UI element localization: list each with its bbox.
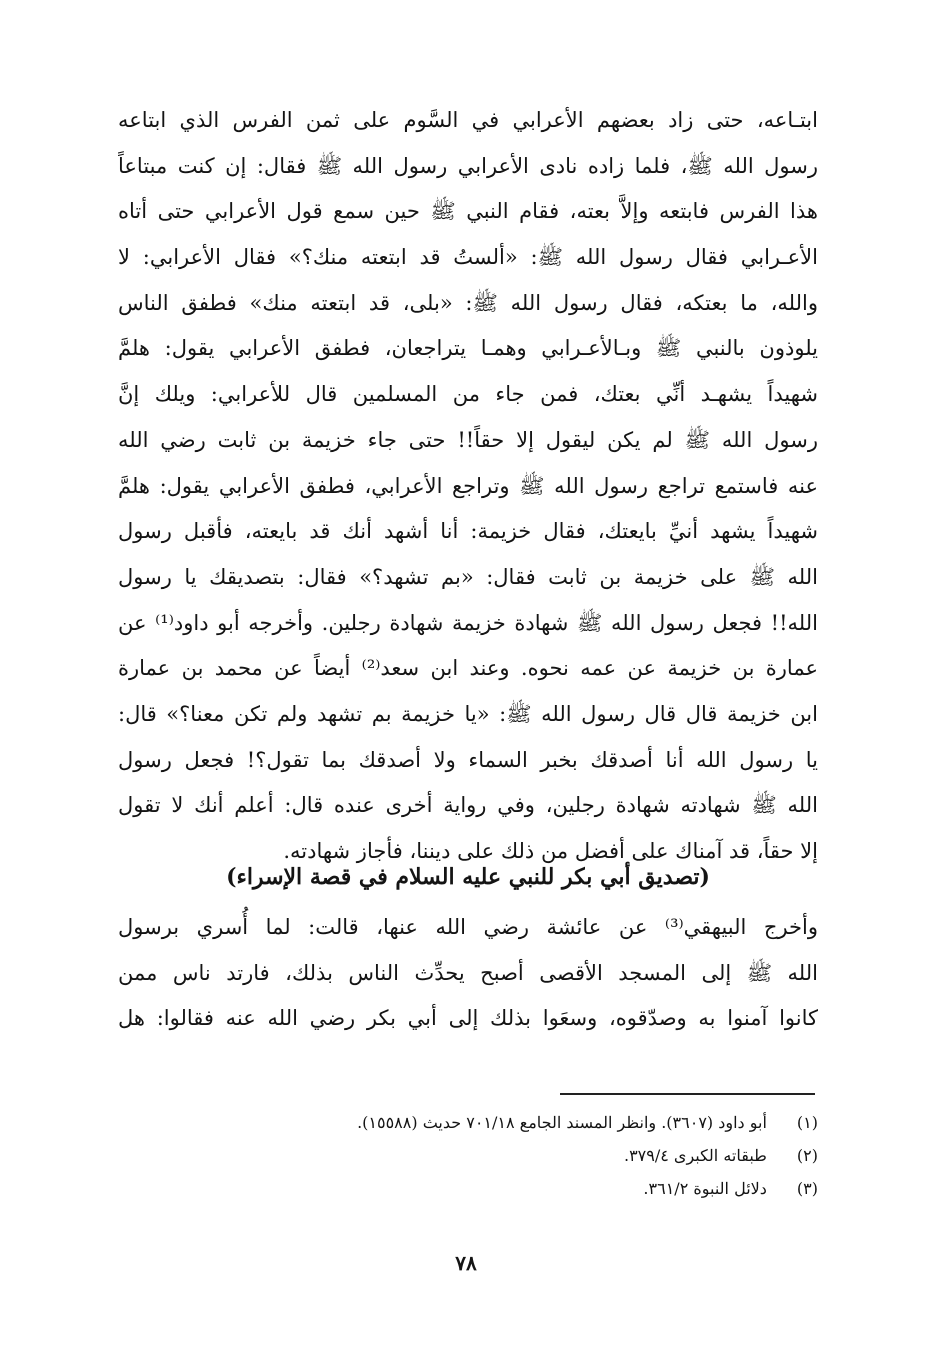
text-line: هذا الفرس فابتعه وإلاَّ بعته، فقام النبي ﷺ حين سمع قول الأعرابي حتى أتاه — [118, 199, 818, 224]
section-heading: (تصديق أبي بكر للنبي عليه السلام في قصة الإسراء) — [226, 864, 710, 890]
text-line: والله، ما بعتكه، فقال رسول الله ﷺ: «بلى، قد ابتعته منك» فطفق الناس — [118, 290, 818, 315]
text-line: يلوذون بالنبي ﷺ وبـالأعـرابي وهمـا يتراجعان، فطفق الأعرابي يقول: هلمَّ — [118, 336, 818, 361]
footnotes — [118, 1106, 818, 1205]
text-line: الله!! فجعل رسول الله ﷺ شهادة خزيمة شهادة رجلين. وأخرجه أبو داود⁽¹⁾ عن — [118, 610, 818, 635]
text-line: شهيداً يشهـد أنِّي بعتك، فمن جاء من المسلمين قال للأعرابي: ويلك إنَّ — [118, 382, 818, 407]
footnote — [118, 1106, 818, 1139]
text-line: ابن خزيمة قال قال رسول الله ﷺ: «يا خزيمة بم تشهد ولم تكن معنا؟» قال: — [118, 701, 818, 726]
footnote-text: أبو داود (٣٦٠٧). وانظر المسند الجامع ٧٠١/١٨ حديث (١٥٥٨٨). — [357, 1113, 767, 1132]
text-line: إلا حقاً، قد آمناك على أفضل من ذلك على ديننا، فأجاز شهادته. — [283, 839, 818, 863]
footnote-number: (٣) — [796, 1179, 818, 1198]
text-line: عمارة بن خزيمة عن عمه نحوه. وعند ابن سعد⁽²⁾ أيضاً عن محمد بن عمارة — [118, 656, 818, 681]
text-line: الله ﷺ على خزيمة بن ثابت فقال: «بم تشهد؟» فقال: بتصديقك يا رسول — [118, 564, 818, 589]
footnote-number: (١) — [796, 1113, 818, 1132]
paragraph-2 — [118, 905, 818, 1042]
text-line: شهيداً يشهد أنيِّ بايعتك، فقال خزيمة: أنا أشهد أنك قد بايعته، فأقبل رسول — [118, 519, 818, 544]
footnote-number: (٢) — [796, 1146, 818, 1165]
text-line: الله ﷺ شهادته شهادة رجلين، وفي رواية أخرى عنده قال: أعلم أنك لا تقول — [118, 793, 818, 818]
footnote-text: دلائل النبوة ٣٦١/٢. — [643, 1179, 767, 1198]
text-line: رسول الله ﷺ، فلما زاده نادى الأعرابي رسول الله ﷺ فقال: إن كنت مبتاعاً — [118, 153, 818, 178]
footnote-text: طبقاته الكبرى ٣٧٩/٤. — [623, 1146, 767, 1165]
text-line: الأعـرابي فقال رسول الله ﷺ: «ألستُ قد ابتعته منك؟» فقال الأعرابي: لا — [118, 245, 818, 270]
text-line: الله ﷺ إلى المسجد الأقصى أصبح يحدِّث الناس بذلك، فارتد ناس ممن — [118, 960, 818, 985]
footnote — [118, 1172, 818, 1205]
footnote — [118, 1139, 818, 1172]
paragraph-1 — [118, 98, 818, 875]
page-number: ٧٨ — [455, 1251, 477, 1275]
text-line: عنه فاستمع تراجع رسول الله ﷺ وتراجع الأعرابي، فطفق الأعرابي يقول: هلمَّ — [118, 473, 818, 498]
text-line: وأخرج البيهقي⁽³⁾ عن عائشة رضي الله عنها، قالت: لما أُسري برسول — [118, 915, 818, 939]
text-line: يا رسول الله أنا أصدقك بخبر السماء ولا أصدقك بما تقول؟! فجعل رسول — [118, 747, 818, 772]
text-line: ابتـاعه، حتى زاد بعضهم الأعرابي في السَّوم على ثمن الفرس الذي ابتاعه — [118, 108, 818, 132]
footnote-separator — [560, 1093, 815, 1095]
text-line: كانوا آمنوا به وصدّقوه، وسعَوا بذلك إلى أبي بكر رضي الله عنه فقالوا: هل — [118, 1006, 818, 1031]
text-line: رسول الله ﷺ لم يكن ليقول إلا حقاً!! حتى جاء خزيمة بن ثابت رضي الله — [118, 427, 818, 452]
